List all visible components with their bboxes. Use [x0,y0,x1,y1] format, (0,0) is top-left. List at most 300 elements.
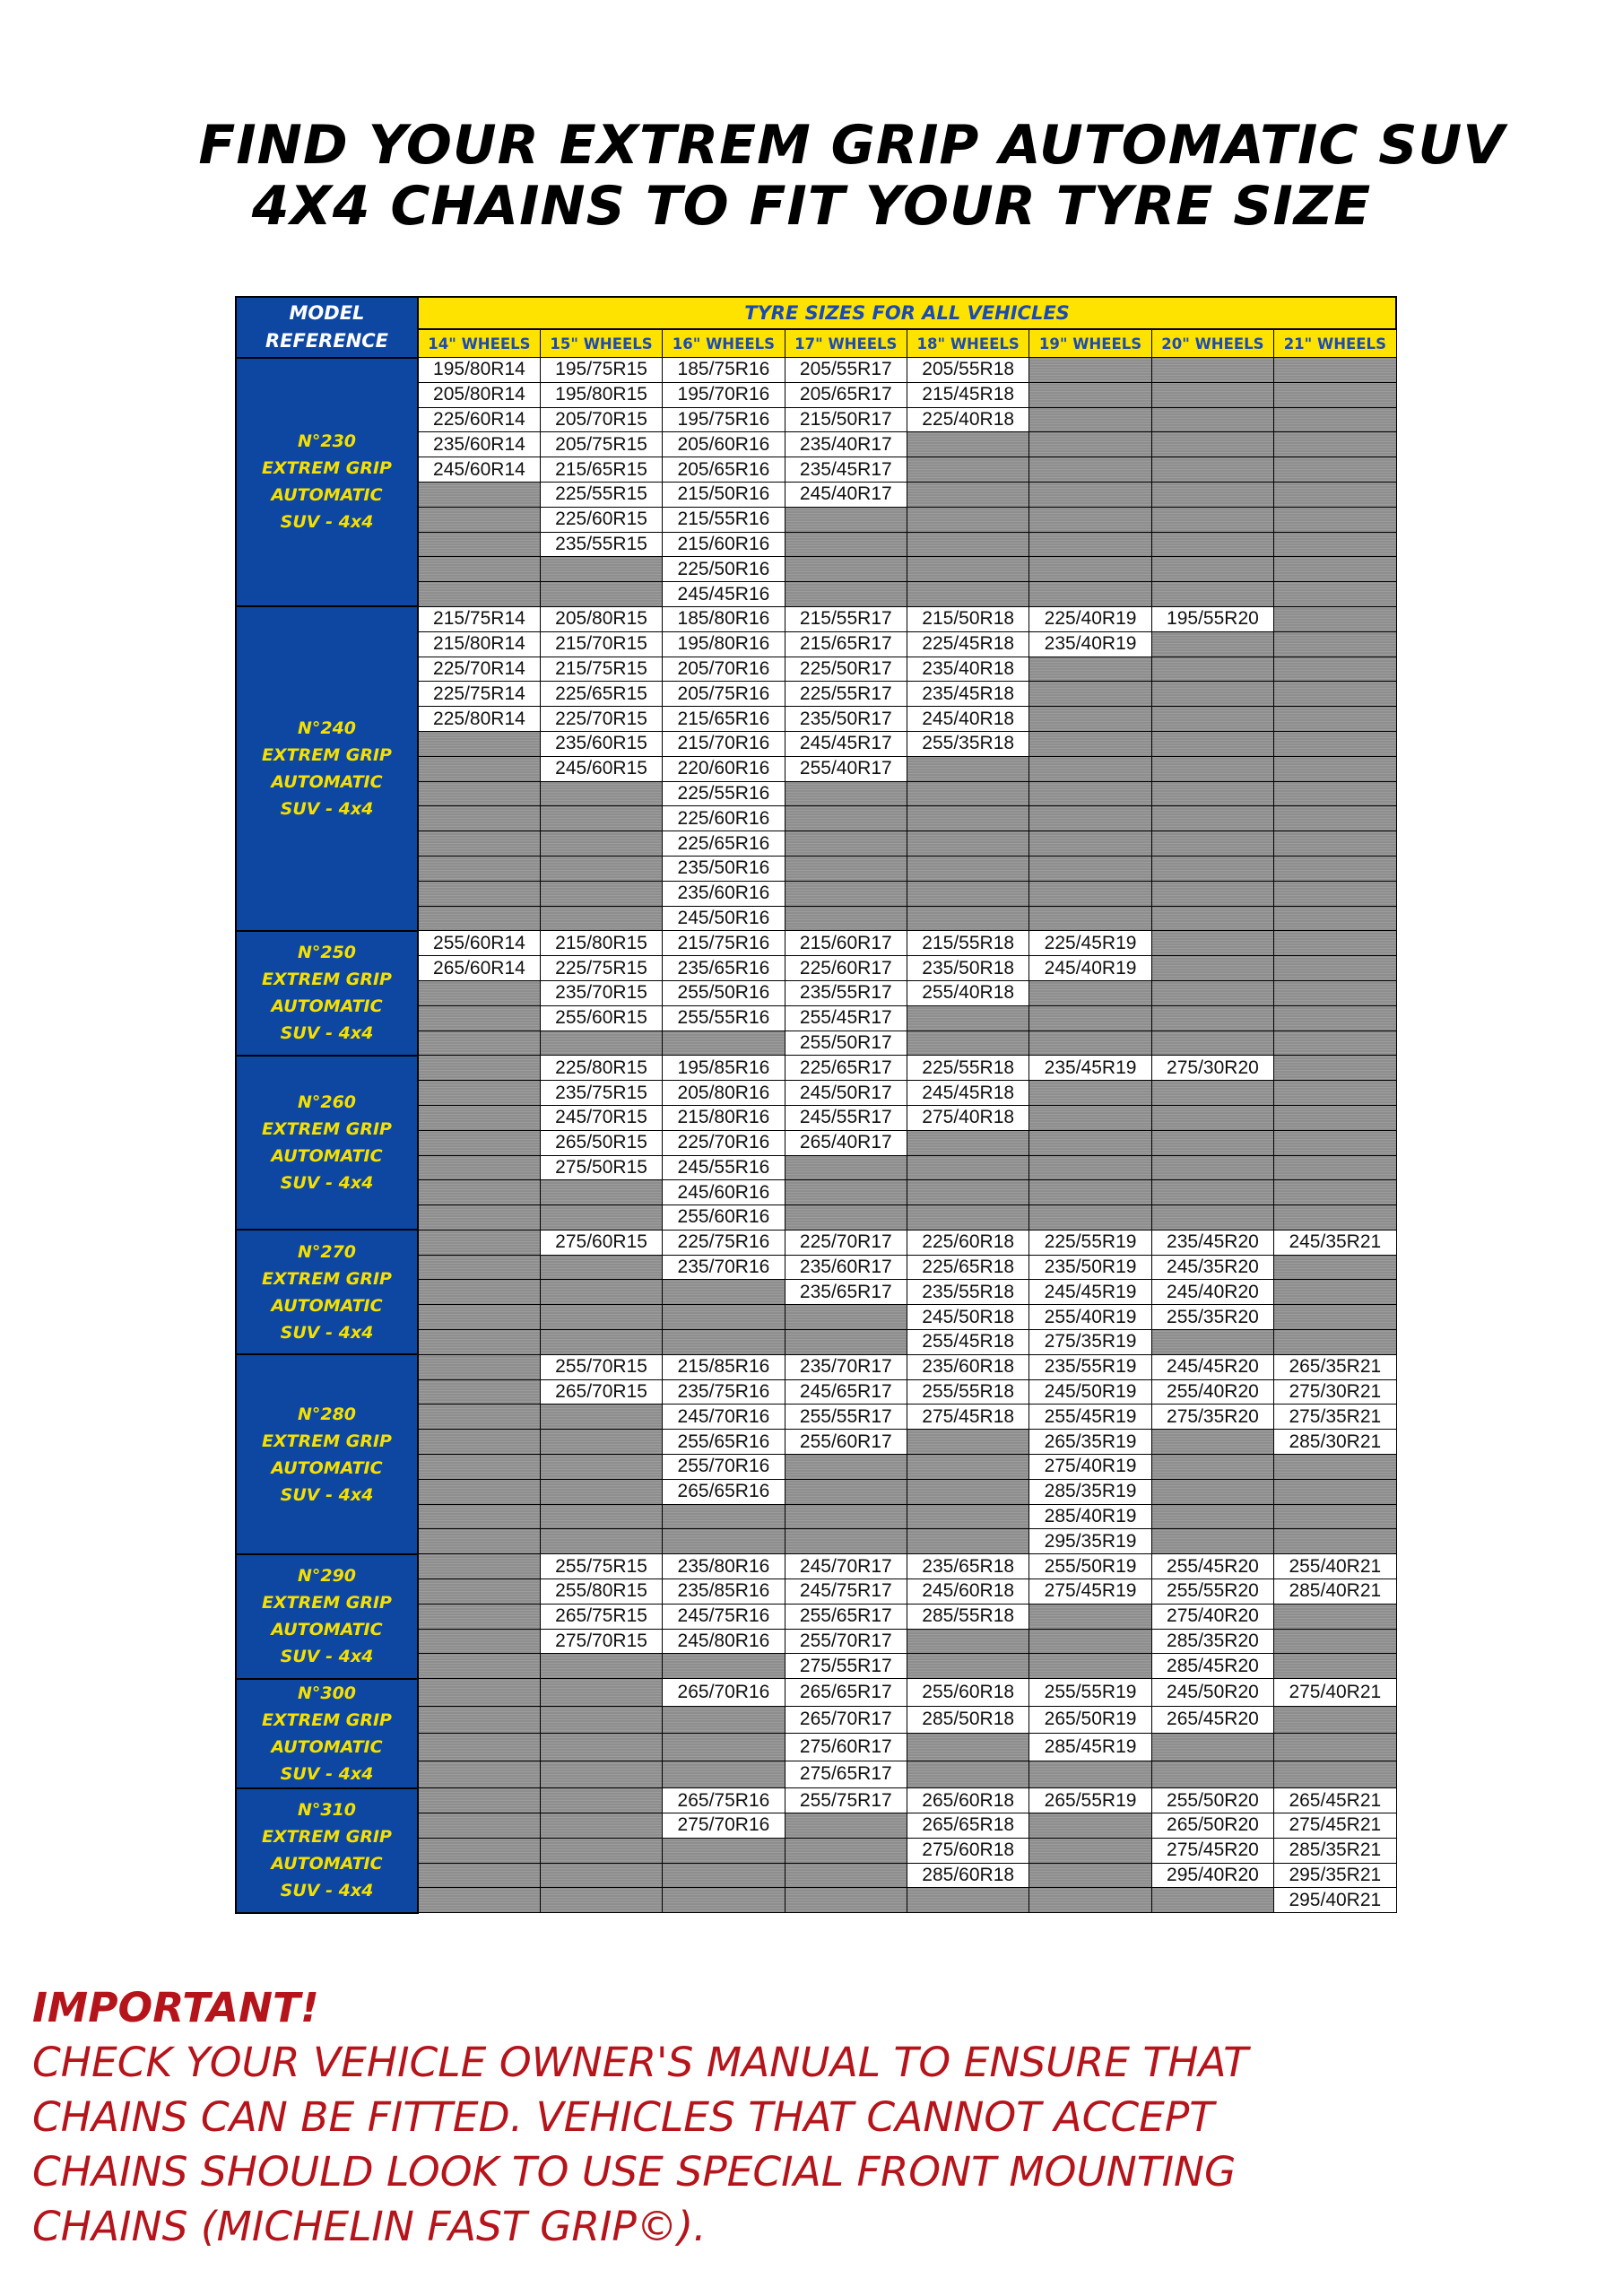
tyre-size-cell: 285/45R19 [1029,1734,1151,1761]
empty-cell [907,1430,1029,1455]
empty-cell [907,1504,1029,1529]
tyre-size-cell: 215/70R16 [663,731,785,756]
empty-cell [907,1155,1029,1180]
tyre-size-cell: 235/50R16 [663,856,785,881]
tyre-size-cell: 245/50R20 [1151,1679,1273,1707]
tyre-size-cell: 255/45R18 [907,1330,1029,1355]
empty-cell [1029,682,1151,707]
tyre-size-cell: 225/55R18 [907,1056,1029,1081]
empty-cell [1151,831,1273,857]
tyre-size-cell: 265/50R15 [540,1130,662,1155]
empty-cell [1151,1031,1273,1056]
empty-cell [785,1813,907,1839]
model-name-line: EXTREM GRIP [262,1268,392,1289]
empty-cell [785,1863,907,1888]
empty-cell [1029,507,1151,532]
tyre-size-cell: 275/70R15 [540,1629,662,1654]
empty-cell [1274,557,1396,582]
empty-cell [1274,657,1396,682]
tyre-size-cell: 225/75R16 [663,1230,785,1255]
table-row [236,1230,1396,1255]
tyre-size-cell: 275/35R21 [1274,1405,1396,1430]
tyre-size-cell: 225/70R17 [785,1230,907,1255]
empty-cell [540,557,662,582]
tyre-size-cell: 285/40R21 [1274,1579,1396,1605]
empty-cell [1029,1761,1151,1788]
empty-cell [540,1838,662,1863]
empty-cell [1151,1734,1273,1761]
tyre-size-cell: 265/65R18 [907,1813,1029,1839]
tyre-size-cell: 235/50R18 [907,956,1029,981]
model-name-line: N°250 [297,943,357,963]
empty-cell [663,1888,785,1913]
tyre-size-cell: 255/65R16 [663,1430,785,1455]
tyre-size-cell: 195/80R15 [540,382,662,407]
empty-cell [785,1838,907,1863]
model-name-line: SUV - 4x4 [280,1322,374,1343]
tyre-size-cell: 225/55R15 [540,482,662,507]
empty-cell [1029,1863,1151,1888]
tyre-size-cell: 285/50R18 [907,1706,1029,1734]
empty-cell [1151,682,1273,707]
empty-cell [418,557,540,582]
model-name-line: N°290 [297,1566,357,1587]
table-row [236,1354,1396,1379]
tyre-size-cell: 255/50R19 [1029,1554,1151,1579]
tyre-size-cell: 185/75R16 [663,358,785,383]
empty-cell [1151,532,1273,557]
tyre-size-cell: 215/65R15 [540,457,662,483]
empty-cell [1274,682,1396,707]
tyre-size-cell: 255/45R17 [785,1005,907,1031]
empty-cell [1274,1706,1396,1734]
empty-cell [907,1180,1029,1205]
empty-cell [1151,931,1273,956]
tyre-size-cell: 255/55R17 [785,1405,907,1430]
empty-cell [1274,731,1396,756]
empty-cell [907,457,1029,483]
tyre-size-cell: 265/60R18 [907,1788,1029,1813]
empty-cell [1274,1155,1396,1180]
empty-cell [907,1455,1029,1480]
tyre-size-cell: 255/65R17 [785,1604,907,1629]
tyre-size-cell: 275/60R18 [907,1838,1029,1863]
empty-cell [1151,781,1273,806]
tyre-size-cell: 215/70R15 [540,631,662,657]
empty-cell [418,1031,540,1056]
tyre-size-cell: 225/55R16 [663,781,785,806]
tyre-size-cell: 265/45R21 [1274,1788,1396,1813]
empty-cell [418,1579,540,1605]
tyre-size-cell: 215/60R17 [785,931,907,956]
empty-cell [1029,1838,1151,1863]
empty-cell [418,1654,540,1679]
tyre-size-cell: 245/45R19 [1029,1280,1151,1305]
tyre-size-cell: 235/65R16 [663,956,785,981]
empty-cell [1029,532,1151,557]
tyre-size-cell: 205/80R14 [418,382,540,407]
tyre-size-cell: 235/85R16 [663,1579,785,1605]
empty-cell [785,881,907,906]
empty-cell [1274,382,1396,407]
tyre-size-cell: 265/55R19 [1029,1788,1151,1813]
empty-cell [418,1604,540,1629]
tyre-size-cell: 245/50R18 [907,1305,1029,1330]
empty-cell [785,781,907,806]
empty-cell [1151,806,1273,831]
model-name-line: N°280 [297,1404,357,1424]
empty-cell [418,1130,540,1155]
model-name-line: SUV - 4x4 [280,1173,374,1194]
empty-cell [907,831,1029,857]
wheel-header: 20" WHEELS [1151,329,1273,358]
tyre-size-cell: 255/60R16 [663,1205,785,1231]
empty-cell [1029,1604,1151,1629]
empty-cell [540,856,662,881]
tyre-size-cell: 255/70R16 [663,1455,785,1480]
empty-cell [418,1430,540,1455]
model-name-line: EXTREM GRIP [262,745,392,766]
empty-cell [1029,781,1151,806]
tyre-size-cell: 215/80R14 [418,631,540,657]
empty-cell [1151,1081,1273,1106]
empty-cell [540,1430,662,1455]
empty-cell [1274,532,1396,557]
wheel-header: 18" WHEELS [907,329,1029,358]
tyre-size-cell: 255/50R17 [785,1031,907,1056]
empty-cell [540,1761,662,1788]
empty-cell [785,582,907,607]
empty-cell [418,1788,540,1813]
tyre-size-cell: 215/50R16 [663,482,785,507]
empty-cell [907,881,1029,906]
empty-cell [1274,1504,1396,1529]
tyre-size-cell: 255/80R15 [540,1579,662,1605]
empty-cell [1274,407,1396,432]
tyre-size-cell: 235/40R17 [785,432,907,457]
empty-cell [1029,1130,1151,1155]
wheel-header: 21" WHEELS [1274,329,1396,358]
model-cell [236,1230,418,1354]
table-row [236,1554,1396,1579]
empty-cell [907,1888,1029,1913]
tyre-size-cell: 275/65R17 [785,1761,907,1788]
empty-cell [418,1155,540,1180]
model-name-line: EXTREM GRIP [262,458,392,479]
empty-cell [1274,1280,1396,1305]
model-name-line: SUV - 4x4 [280,1647,374,1667]
tyre-size-cell: 225/60R18 [907,1230,1029,1255]
tyre-size-cell: 255/60R15 [540,1005,662,1031]
empty-cell [1151,1504,1273,1529]
empty-cell [418,1379,540,1405]
tyre-size-cell: 245/55R16 [663,1155,785,1180]
tyre-size-cell: 255/55R20 [1151,1579,1273,1605]
tyre-size-cell: 205/70R15 [540,407,662,432]
empty-cell [1151,482,1273,507]
empty-cell [1029,1629,1151,1654]
tyre-size-cell: 205/65R17 [785,382,907,407]
tyre-size-cell: 275/45R20 [1151,1838,1273,1863]
model-name-line: N°260 [297,1092,357,1113]
tyre-size-cell: 235/60R14 [418,432,540,457]
empty-cell [418,1180,540,1205]
tyre-size-cell: 275/60R15 [540,1230,662,1255]
tyre-size-cell: 265/70R16 [663,1679,785,1707]
empty-cell [785,1888,907,1913]
tyre-size-cell: 275/35R20 [1151,1405,1273,1430]
empty-cell [663,1031,785,1056]
empty-cell [1151,1205,1273,1231]
empty-cell [1029,831,1151,857]
empty-cell [1274,457,1396,483]
empty-cell [785,1455,907,1480]
tyre-size-cell: 265/35R19 [1029,1430,1151,1455]
tyre-size-cell: 245/40R19 [1029,956,1151,981]
empty-cell [1274,1479,1396,1504]
empty-cell [785,1305,907,1330]
note-heading: IMPORTANT! [32,1984,319,2031]
empty-cell [1151,407,1273,432]
tyre-size-cell: 245/45R16 [663,582,785,607]
tyre-size-cell: 225/70R14 [418,657,540,682]
tyre-size-cell: 255/40R20 [1151,1379,1273,1405]
model-header-line-1: MODEL [289,301,365,324]
title-line-1: FIND YOUR EXTREM GRIP AUTOMATIC SUV [198,114,1506,177]
tyre-size-cell: 215/80R15 [540,931,662,956]
model-name-line: EXTREM GRIP [262,1709,392,1730]
tyre-size-cell: 285/40R19 [1029,1504,1151,1529]
empty-cell [418,781,540,806]
tyre-size-cell: 245/65R17 [785,1379,907,1405]
tyre-size-cell: 225/55R17 [785,682,907,707]
tyre-size-cell: 255/75R15 [540,1554,662,1579]
empty-cell [1029,731,1151,756]
tyre-size-cell: 225/60R15 [540,507,662,532]
empty-cell [663,1863,785,1888]
empty-cell [418,1330,540,1355]
tyre-size-cell: 225/80R14 [418,707,540,732]
tyre-size-cell: 275/70R16 [663,1813,785,1839]
tyre-size-cell: 295/40R21 [1274,1888,1396,1913]
empty-cell [1151,432,1273,457]
empty-cell [1274,432,1396,457]
empty-cell [540,831,662,857]
empty-cell [907,1205,1029,1231]
empty-cell [1274,1455,1396,1480]
empty-cell [1274,1056,1396,1081]
empty-cell [907,856,1029,881]
tyre-size-cell: 245/70R16 [663,1405,785,1430]
tyre-size-cell: 225/50R16 [663,557,785,582]
model-name-line: SUV - 4x4 [280,1763,374,1784]
empty-cell [1274,906,1396,931]
empty-cell [907,532,1029,557]
empty-cell [418,1280,540,1305]
tyre-size-cell: 225/40R18 [907,407,1029,432]
empty-cell [1274,582,1396,607]
empty-cell [663,1305,785,1330]
empty-cell [1274,1031,1396,1056]
empty-cell [418,1479,540,1504]
model-name-line: AUTOMATIC [271,1736,383,1757]
empty-cell [1151,582,1273,607]
empty-cell [1029,1180,1151,1205]
model-name-line: N°270 [297,1241,357,1262]
empty-cell [418,1761,540,1788]
empty-cell [418,731,540,756]
tyre-size-cell: 285/35R20 [1151,1629,1273,1654]
tyre-size-cell: 255/70R15 [540,1354,662,1379]
tyre-size-cell: 255/60R17 [785,1430,907,1455]
tyre-size-cell: 255/50R20 [1151,1788,1273,1813]
empty-cell [1151,557,1273,582]
tyre-size-cell: 220/60R16 [663,756,785,781]
empty-cell [663,1654,785,1679]
empty-cell [1029,1031,1151,1056]
empty-cell [1274,1081,1396,1106]
empty-cell [1029,457,1151,483]
tyre-size-cell: 295/35R21 [1274,1863,1396,1888]
model-cell [236,1679,418,1788]
empty-cell [1151,1105,1273,1130]
empty-cell [540,1734,662,1761]
empty-cell [1274,831,1396,857]
tyre-size-cell: 245/75R16 [663,1604,785,1629]
empty-cell [540,906,662,931]
empty-cell [418,1305,540,1330]
tyre-size-cell: 225/70R16 [663,1130,785,1155]
empty-cell [1151,358,1273,383]
empty-cell [1151,1330,1273,1355]
tyre-size-cell: 255/55R18 [907,1379,1029,1405]
table-row [236,1056,1396,1081]
model-name-line: SUV - 4x4 [280,1881,374,1901]
model-name-line: SUV - 4x4 [280,512,374,533]
tyre-size-cell: 245/35R20 [1151,1255,1273,1280]
tyre-size-cell: 265/65R17 [785,1679,907,1707]
tyre-size-cell: 225/75R15 [540,956,662,981]
empty-cell [1029,657,1151,682]
empty-cell [418,881,540,906]
tyre-size-cell: 245/45R18 [907,1081,1029,1106]
empty-cell [418,856,540,881]
tyre-size-cell: 255/75R17 [785,1788,907,1813]
tyre-size-cell: 215/55R17 [785,606,907,631]
tyre-size-cell: 215/75R16 [663,931,785,956]
tyre-size-cell: 245/45R17 [785,731,907,756]
empty-cell [540,1205,662,1231]
empty-cell [418,1056,540,1081]
empty-cell [1029,1005,1151,1031]
tyre-size-cell: 235/55R18 [907,1280,1029,1305]
empty-cell [418,831,540,857]
tyre-size-cell: 215/55R18 [907,931,1029,956]
empty-cell [1274,881,1396,906]
model-name-line: EXTREM GRIP [262,1431,392,1451]
tyre-size-cell: 275/40R18 [907,1105,1029,1130]
model-name-line: N°230 [297,431,357,452]
empty-cell [1274,1105,1396,1130]
tyre-size-cell: 225/65R15 [540,682,662,707]
empty-cell [540,1813,662,1839]
tyre-size-cell: 225/60R16 [663,806,785,831]
tyre-size-cell: 225/60R17 [785,956,907,981]
empty-cell [785,507,907,532]
empty-cell [418,582,540,607]
empty-cell [907,557,1029,582]
empty-cell [418,806,540,831]
empty-cell [1274,1205,1396,1231]
empty-cell [418,1529,540,1554]
tyre-size-cell: 245/60R16 [663,1180,785,1205]
tyre-size-cell: 295/40R20 [1151,1863,1273,1888]
empty-cell [1029,1888,1151,1913]
tyre-size-cell: 195/55R20 [1151,606,1273,631]
empty-cell [1274,1761,1396,1788]
tyre-size-cell: 195/85R16 [663,1056,785,1081]
tyre-size-cell: 195/80R14 [418,358,540,383]
empty-cell [540,1330,662,1355]
empty-cell [907,1734,1029,1761]
wheel-header: 14" WHEELS [418,329,540,358]
model-cell [236,1788,418,1913]
tyre-size-cell: 255/35R20 [1151,1305,1273,1330]
tyre-size-cell: 245/55R17 [785,1105,907,1130]
model-name-line: EXTREM GRIP [262,1827,392,1848]
tyre-size-cell: 265/75R16 [663,1788,785,1813]
table-row [236,1788,1396,1813]
tyre-size-cell: 275/55R17 [785,1654,907,1679]
tyre-size-cell: 215/45R18 [907,382,1029,407]
empty-cell [418,1354,540,1379]
tyre-size-cell: 235/50R19 [1029,1255,1151,1280]
empty-cell [1274,756,1396,781]
empty-cell [418,1504,540,1529]
empty-cell [1274,931,1396,956]
tyre-size-cell: 235/65R17 [785,1280,907,1305]
tyre-size-cell: 275/40R21 [1274,1679,1396,1707]
empty-cell [907,806,1029,831]
model-name-line: AUTOMATIC [271,485,383,506]
empty-cell [1151,1455,1273,1480]
tyre-size-cell: 195/70R16 [663,382,785,407]
tyre-size-cell: 265/45R20 [1151,1706,1273,1734]
empty-cell [785,1155,907,1180]
tyre-size-cell: 235/45R18 [907,682,1029,707]
model-name-line: AUTOMATIC [271,1854,383,1874]
tyre-size-cell: 215/85R16 [663,1354,785,1379]
model-name-line: AUTOMATIC [271,772,383,793]
model-cell [236,1554,418,1679]
empty-cell [418,482,540,507]
empty-cell [540,1504,662,1529]
tyre-size-cell: 265/65R16 [663,1479,785,1504]
empty-cell [1029,432,1151,457]
empty-cell [907,906,1029,931]
tyre-size-cell: 205/75R16 [663,682,785,707]
tyre-size-cell: 245/75R17 [785,1579,907,1605]
empty-cell [1151,980,1273,1005]
tyre-size-cell: 235/45R19 [1029,1056,1151,1081]
empty-cell [1029,482,1151,507]
empty-cell [1151,1130,1273,1155]
tyre-size-cell: 195/75R16 [663,407,785,432]
tyre-size-cell: 285/55R18 [907,1604,1029,1629]
table-row [236,931,1396,956]
model-name-line: EXTREM GRIP [262,1119,392,1140]
tyre-size-cell: 235/75R16 [663,1379,785,1405]
